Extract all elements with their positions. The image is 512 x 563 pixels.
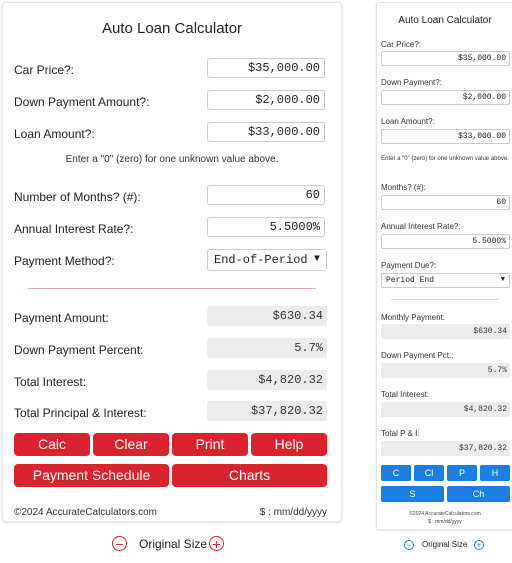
payment-method-label: Payment Method?: [14,254,115,268]
print-button[interactable]: P [447,465,477,481]
charts-button[interactable]: Ch [447,486,510,502]
payment-method-value: End-of-Period [214,253,308,267]
calc-button[interactable]: C [381,465,411,481]
loan-amount-label: Loan Amount?: [14,127,95,141]
size-label: Original Size [139,537,208,551]
months-label: Number of Months? (#): [14,190,141,204]
loan-amount-input[interactable]: $33,000.00 [381,129,510,144]
calc-button[interactable]: Calc [14,433,90,456]
interest-rate-label: Annual Interest Rate?: [14,222,134,236]
total-interest-output: $4,820.32 [207,370,327,390]
payment-due-label: Payment Due?: [381,261,437,270]
zoom-out-icon[interactable]: − [404,540,414,550]
down-payment-percent-label: Down Payment Percent: [14,343,144,357]
interest-rate-input[interactable]: 5.5000% [207,217,325,237]
months-input[interactable]: 60 [381,195,510,210]
zoom-out-icon[interactable]: − [112,536,127,551]
car-price-input[interactable]: $35,000.00 [207,58,325,78]
date-format: $ : mm/dd/yyyy [259,507,327,518]
divider [28,288,316,289]
down-payment-percent-output: 5.7% [207,338,327,358]
divider [391,299,499,300]
payment-schedule-button[interactable]: Payment Schedule [14,464,169,487]
total-pi-label: Total P & I: [381,429,420,438]
schedule-button[interactable]: S [381,486,444,502]
clear-button[interactable]: Cl [414,465,444,481]
instruction-note: Enter a "0" (zero) for one unknown value above. [65,154,279,165]
auto-loan-calculator-small [376,2,512,530]
zoom-in-icon[interactable]: + [474,540,484,550]
chevron-down-icon: ▼ [313,254,320,265]
calculator-title: Auto Loan Calculator [101,20,243,37]
months-label: Months? (#): [381,183,426,192]
total-principal-interest-label: Total Principal & Interest: [14,406,147,420]
date-format: $ : mm/dd/yyyy [428,519,462,525]
copyright: ©2024 AccurateCalculators.com [409,511,481,517]
down-payment-pct-output: 5.7% [381,363,510,378]
car-price-label: Car Price?: [14,63,75,77]
interest-rate-label: Annual Interest Rate?: [381,222,461,231]
help-button[interactable]: H [480,465,510,481]
down-payment-pct-label: Down Payment Pct.: [381,351,454,360]
chevron-down-icon: ▼ [500,276,505,284]
payment-due-select[interactable] [381,273,510,288]
copyright: ©2024 AccurateCalculators.com [14,507,157,518]
print-button[interactable]: Print [172,433,248,456]
zoom-in-icon[interactable]: + [209,536,224,551]
interest-rate-input[interactable]: 5.5000% [381,234,510,249]
monthly-payment-label: Monthly Payment: [381,313,446,322]
down-payment-label: Down Payment Amount?: [14,95,150,109]
clear-button[interactable]: Clear [93,433,169,456]
calculator-title: Auto Loan Calculator [398,15,492,26]
total-interest-output: $4,820.32 [381,402,510,417]
total-interest-label: Total Interest: [14,375,87,389]
monthly-payment-output: $630.34 [381,324,510,339]
payment-method-select[interactable] [207,249,327,271]
auto-loan-calculator [2,2,342,522]
months-input[interactable]: 60 [207,185,325,205]
down-payment-label: Down Payment?: [381,78,442,87]
total-pi-output: $37,820.32 [381,441,510,456]
loan-amount-label: Loan Amount?: [381,117,435,126]
down-payment-input[interactable]: $2,000.00 [381,90,510,105]
car-price-input[interactable]: $35,000.00 [381,51,510,66]
payment-amount-output: $630.34 [207,306,327,326]
total-interest-label: Total Interest: [381,390,430,399]
total-principal-interest-output: $37,820.32 [207,401,327,421]
car-price-label: Car Price?: [381,40,422,49]
charts-button[interactable]: Charts [172,464,327,487]
size-label: Original Size [422,540,468,549]
instruction-note: Enter a "0" (zero) for one unknown value above. [381,156,509,162]
payment-amount-label: Payment Amount: [14,311,109,325]
payment-due-value: Period End [386,276,435,285]
loan-amount-input[interactable]: $33,000.00 [207,122,325,142]
help-button[interactable]: Help [251,433,327,456]
down-payment-input[interactable]: $2,000.00 [207,90,325,110]
